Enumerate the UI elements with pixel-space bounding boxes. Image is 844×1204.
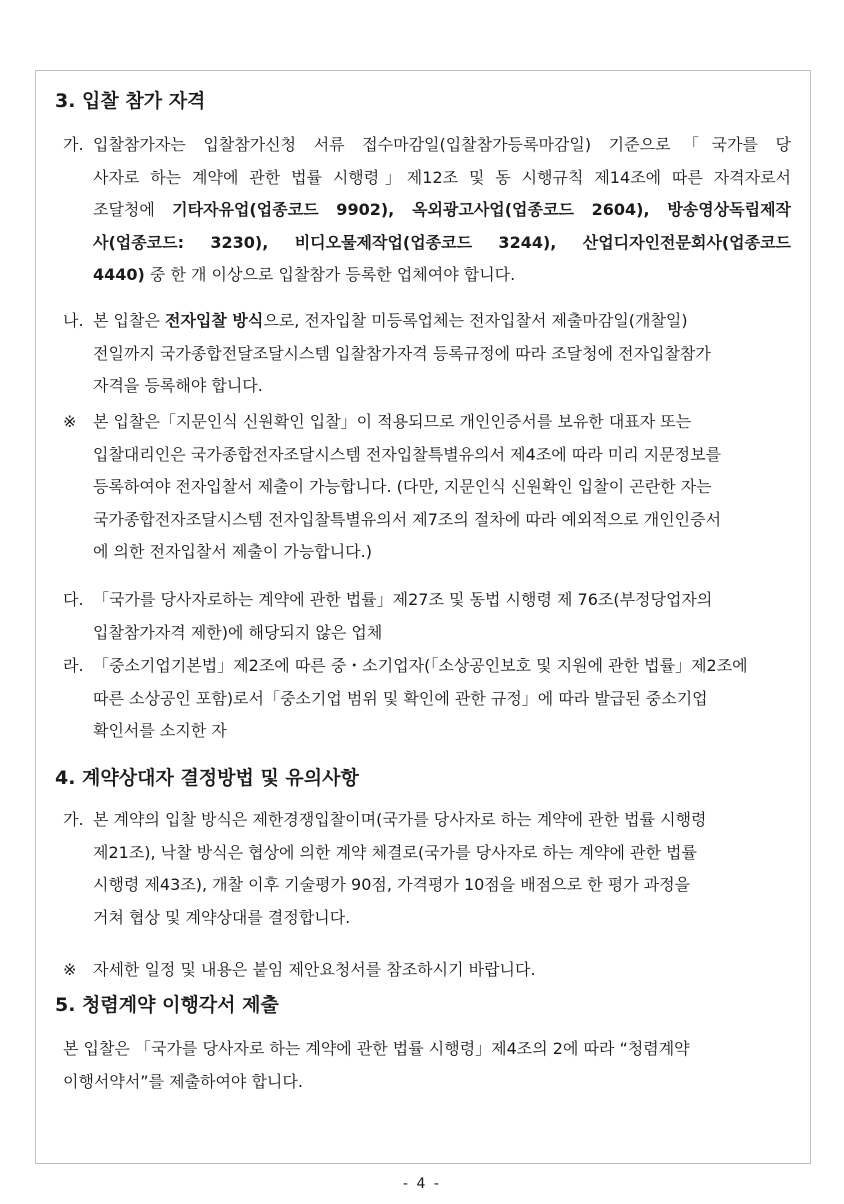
section-3-item-ga-last: 4440) 중 한 개 이상으로 입찰참가 등록한 업체여야 합니다.	[93, 265, 516, 284]
section-3-heading: 3. 입찰 참가 자격	[55, 90, 206, 112]
section-4-note: ※ 자세한 일정 및 내용은 붙임 제안요청서를 참조하시기 바랍니다.	[63, 954, 791, 987]
section-4-item-ga: 가. 본 계약의 입찰 방식은 제한경쟁입찰이며(국가를 당사자로 하는 계약에 관한 법률 시행령 제21조), 낙찰 방식은 협상에 의한 계약 체결로(국가를 당사자로 하는 계약에 관한 법률 시행령 제43조), 개찰 이후 기술평가 90점, 가격평가 10점을 배점으로 한 평가 과정을 거쳐 협상 및 계약상대를 결정합니다.	[63, 804, 791, 934]
item-marker: 다.	[63, 590, 84, 609]
section-3-item-ra: 라. 「중소기업기본법」제2조에 따른 중・소기업자(「소상공인보호 및 지원에 관한 법률」제2조에 따른 소상공인 포함)로서「중소기업 범위 및 확인에 관한 규정」에 따라 발급된 중소기업 확인서를 소지한 자	[63, 650, 791, 748]
note-marker: ※	[63, 412, 77, 431]
section-3-item-na: 나. 본 입찰은 전자입찰 방식으로, 전자입찰 미등록업체는 전자입찰서 제출마감일(개찰일) 전일까지 국가종합전달조달시스템 입찰참가자격 등록규정에 따라 조달청에 전자입찰참가 자격을 등록해야 합니다.	[63, 305, 791, 403]
section-3-item-ga: 가. 입찰참가자는 입찰참가신청 서류 접수마감일(입찰참가등록마감일) 기준으로「국가를 당 사자로 하는 계약에 관한 법률 시행령」제12조 및 동 시행규칙 제14조에 따른 자격자로서 조달청에 기타자유업(업종코드 9902), 옥외광고사업(업종코드 2604), 방송영상독립제작 사(업종코드: 3230), 비디오물제작업(업종코드 3244), 산업디자인전문회사(업종코드	[63, 129, 791, 259]
item-marker: 나.	[63, 311, 84, 330]
item-marker: 가.	[63, 810, 84, 829]
page-number: - 4 -	[403, 1176, 441, 1192]
section-3-item-da: 다. 「국가를 당사자로하는 계약에 관한 법률」제27조 및 동법 시행령 제 76조(부정당업자의 입찰참가자격 제한)에 해당되지 않은 업체	[63, 584, 791, 649]
section-5-heading: 5. 청렴계약 이행각서 제출	[55, 994, 279, 1016]
section-3-note: ※ 본 입찰은「지문인식 신원확인 입찰」이 적용되므로 개인인증서를 보유한 대표자 또는 입찰대리인은 국가종합전자조달시스템 전자입찰특별유의서 제4조에 따라 미리 지문정보를 등록하여야 전자입찰서 제출이 가능합니다. (다만, 지문인식 신원확인 입찰이 곤란한 자는 국가종합전자조달시스템 전자입찰특별유의서 제7조의 절차에 따라 예외적으로 개인인증서 에 의한 전자입찰서 제출이 가능합니다.)	[63, 406, 791, 569]
item-marker: 가.	[63, 135, 84, 154]
section-5-paragraph: 본 입찰은 「국가를 당사자로 하는 계약에 관한 법률 시행령」제4조의 2에 따라 “청렴계약 이행서약서”를 제출하여야 합니다.	[63, 1039, 690, 1091]
note-marker: ※	[63, 960, 77, 979]
item-marker: 라.	[63, 656, 84, 675]
section-4-heading: 4. 계약상대자 결정방법 및 유의사항	[55, 767, 359, 789]
